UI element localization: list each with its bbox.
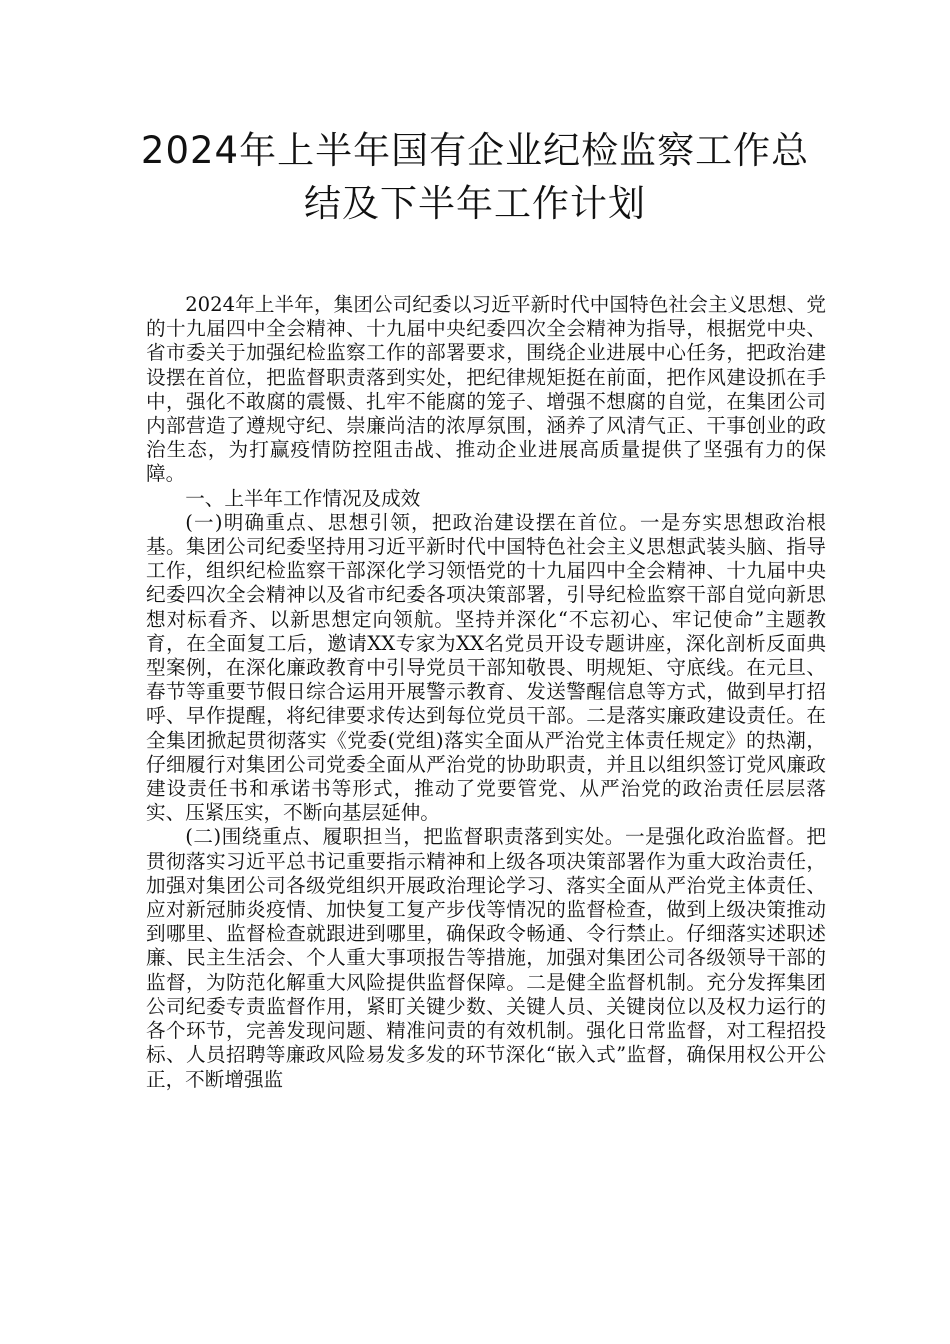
document-body [146,293,826,1092]
intro-paragraph: 2024年上半年，集团公司纪委以习近平新时代中国特色社会主义思想、党的十九届四中全会精神、十九届中央纪委四次全会精神为指导，根据党中央、省市委关于加强纪检监察工作的部署要求，围绕企业进展中心任务，把政治建设摆在首位，把监督职责落到实处，把纪律规矩挺在前面，把作风建设抓在手中，强化不敢腐的震慑、扎牢不能腐的笼子、增强不想腐的自觉，在集团公司内部营造了遵规守纪、崇廉尚洁的浓厚氛围，涵养了风清气正、干事创业的政治生态，为打赢疫情防控阻击战、推动企业进展高质量提供了坚强有力的保障。 [146,293,826,486]
section-heading: 一、上半年工作情况及成效 [185,486,421,510]
paragraph-2: (二)围绕重点、履职担当，把监督职责落到实处。一是强化政治监督。把贯彻落实习近平总书记重要指示精神和上级各项决策部署作为重大政治责任，加强对集团公司各级党组织开展政治理论学习、落实全面从严治党主体责任、应对新冠肺炎疫情、加快复工复产步伐等情况的监督检查，做到上级决策推动到哪里、监督检查就跟进到哪里，确保政令畅通、令行禁止。仔细落实述职述廉、民主生活会、个人重大事项报告等措施，加强对集团公司各级领导干部的监督，为防范化解重大风险提供监督保障。二是健全监督机制。充分发挥集团公司纪委专责监督作用，紧盯关键少数、关键人员、关键岗位以及权力运行的各个环节，完善发现问题、精准问责的有效机制。强化日常监督，对工程招投标、人员招聘等廉政风险易发多发的环节深化“嵌入式”监督，确保用权公开公正，不断增强监 [146,825,826,1091]
document-title [120,124,830,230]
paragraph-1: (一)明确重点、思想引领，把政治建设摆在首位。一是夯实思想政治根基。集团公司纪委坚持用习近平新时代中国特色社会主义思想武装头脑、指导工作，组织纪检监察干部深化学习领悟党的十九届四中全会精神、十九届中央纪委四次全会精神以及省市纪委各项决策部署，引导纪检监察干部自觉向新思想对标看齐、以新思想定向领航。坚持并深化“不忘初心、牢记使命”主题教育，在全面复工后，邀请XX专家为XX名党员开设专题讲座，深化剖析反面典型案例，在深化廉政教育中引导党员干部知敬畏、明规矩、守底线。在元旦、春节等重要节假日综合运用开展警示教育、发送警醒信息等方式，做到早打招呼、早作提醒，将纪律要求传达到每位党员干部。二是落实廉政建设责任。在全集团掀起贯彻落实《党委(党组)落实全面从严治党主体责任规定》的热潮，仔细履行对集团公司党委全面从严治党的协助职责，并且以组织签订党风廉政建设责任书和承诺书等形式，推动了党要管党、从严治党的政治责任层层落实、压紧压实，不断向基层延伸。 [146,510,826,825]
title-line-2: 结及下半年工作计划 [304,182,646,225]
title-line-1: 2024年上半年国有企业纪检监察工作总 [140,129,810,172]
